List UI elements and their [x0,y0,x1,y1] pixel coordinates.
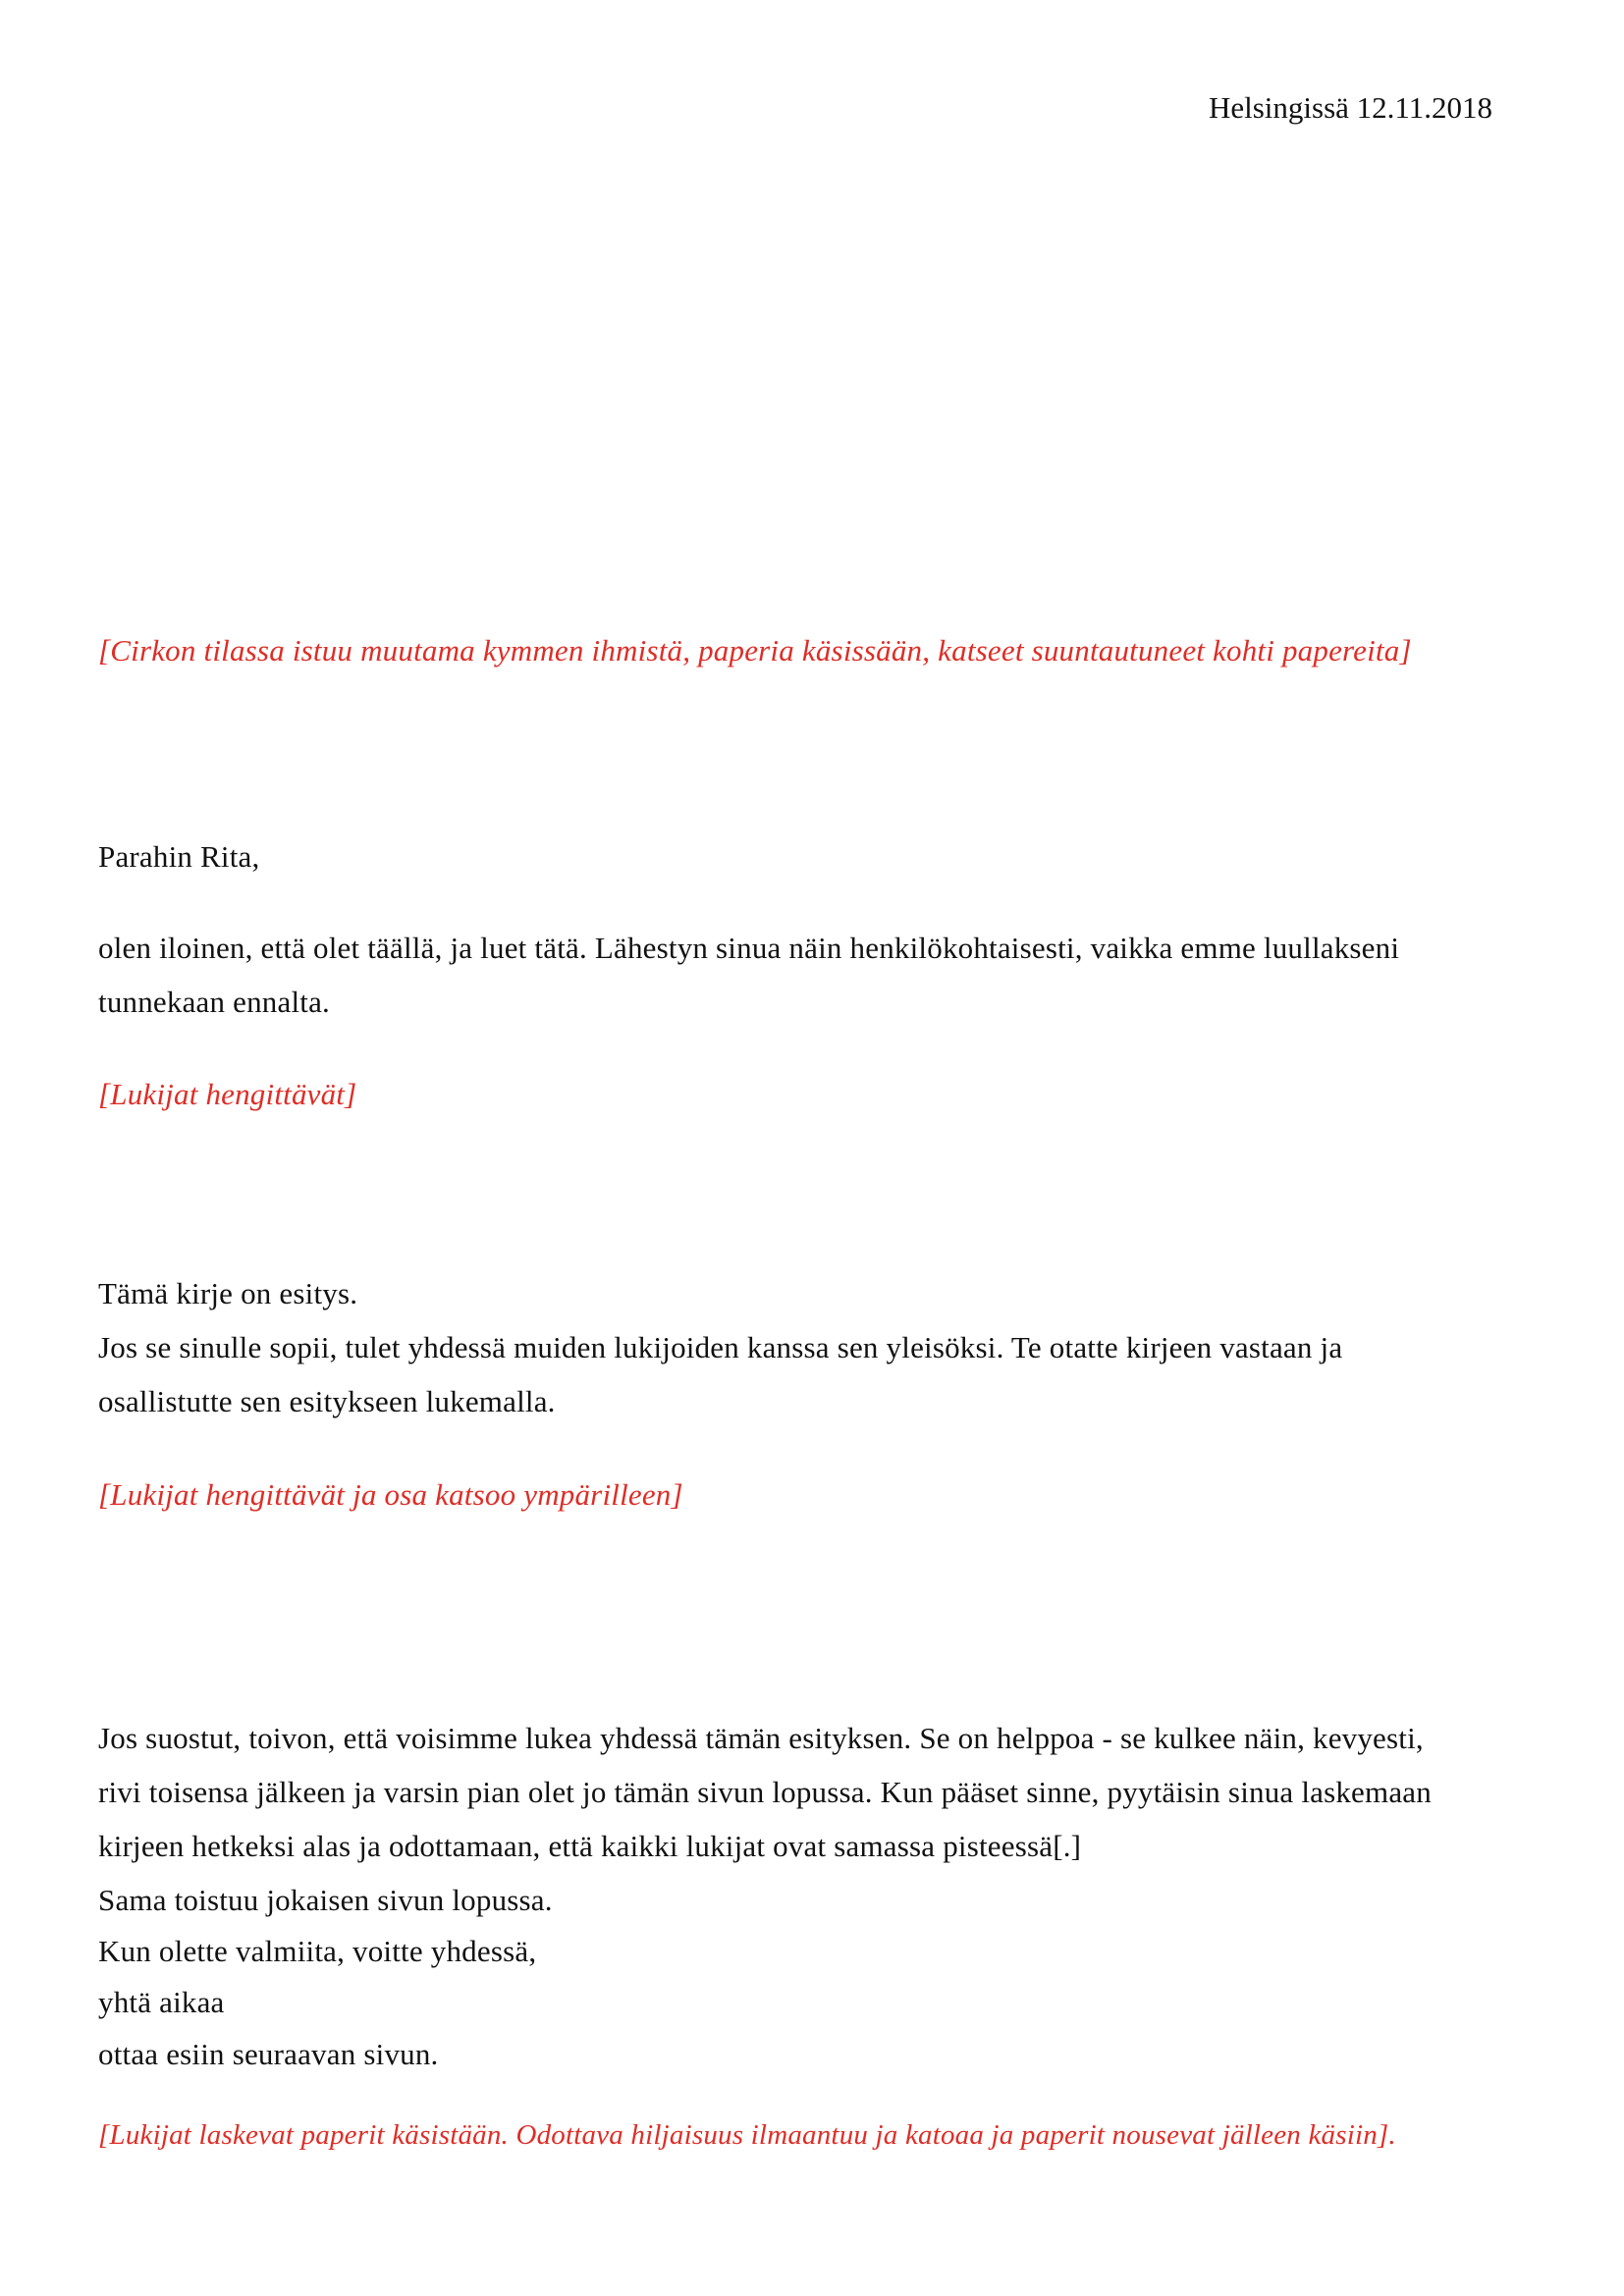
paragraph-3-line-3: kirjeen hetkeksi alas ja odottamaan, että kaikki lukijat ovat samassa pisteessä[.] [98,1829,1082,1863]
paragraph-2-line-2: Jos se sinulle sopii, tulet yhdessä muiden lukijoiden kanssa sen yleisöksi. Te otatte kirjeen vastaan ja [98,1330,1343,1364]
paragraph-1-line-1: olen iloinen, että olet täällä, ja luet tätä. Lähestyn sinua näin henkilökohtaisesti, vaikka emme luullakseni [98,931,1400,965]
paragraph-3-line-6: yhtä aikaa [98,1985,225,2019]
salutation: Parahin Rita, [98,839,260,874]
paragraph-3-line-1: Jos suostut, toivon, että voisimme lukea yhdessä tämän esityksen. Se on helppoa - se kulkee näin, kevyesti, [98,1721,1424,1755]
paragraph-1-line-2: tunnekaan ennalta. [98,985,330,1019]
stage-direction-opening: [Cirkon tilassa istuu muutama kymmen ihmistä, paperia käsissään, katseet suuntautuneet kohti papereita] [98,633,1412,667]
paragraph-3-line-2: rivi toisensa jälkeen ja varsin pian olet jo tämän sivun lopussa. Kun pääset sinne, pyytäisin sinua laskemaan [98,1775,1432,1809]
stage-direction-closing: [Lukijat laskevat paperit käsistään. Odottava hiljaisuus ilmaantuu ja katoaa ja paperit nousevat jälleen käsiin]. [98,2119,1396,2151]
stage-direction-breath-1: [Lukijat hengittävät] [98,1077,357,1111]
stage-direction-breath-2: [Lukijat hengittävät ja osa katsoo ympärilleen] [98,1477,683,1512]
date-line: Helsingissä 12.11.2018 [1208,90,1492,125]
paragraph-2-line-1: Tämä kirje on esitys. [98,1276,358,1310]
paragraph-3-line-5: Kun olette valmiita, voitte yhdessä, [98,1934,537,1968]
paragraph-2-line-3: osallistutte sen esitykseen lukemalla. [98,1384,556,1418]
paragraph-3-line-4: Sama toistuu jokaisen sivun lopussa. [98,1883,553,1917]
paragraph-3-line-7: ottaa esiin seuraavan sivun. [98,2037,439,2071]
